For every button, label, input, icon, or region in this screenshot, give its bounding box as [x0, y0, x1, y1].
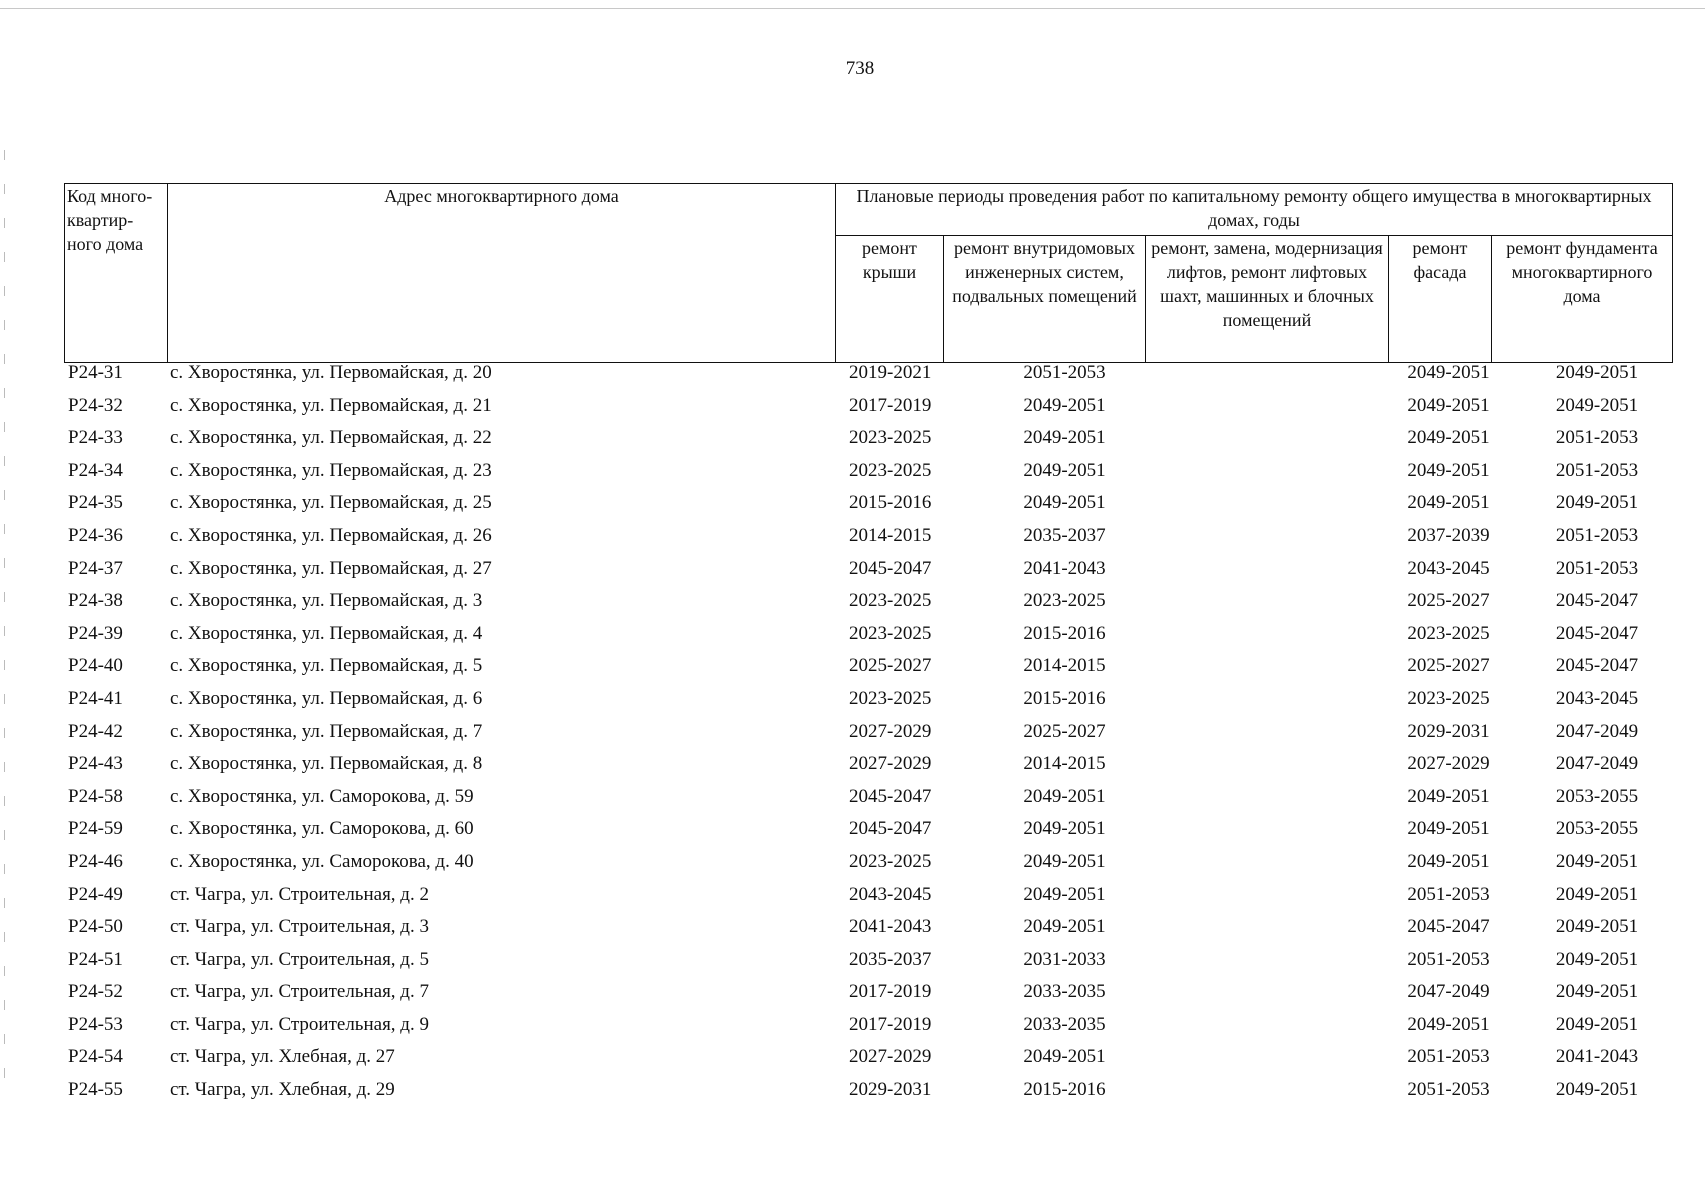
cell-facade: 2025-2027: [1407, 590, 1490, 612]
cell-facade: 2029-2031: [1407, 720, 1490, 742]
cell-code: P24-53: [68, 1013, 123, 1035]
cell-code: P24-41: [68, 687, 123, 709]
cell-code: P24-58: [68, 785, 123, 807]
cell-systems: 2049-2051: [1023, 818, 1106, 840]
cell-roof: 2041-2043: [849, 916, 932, 938]
cell-systems: 2015-2016: [1023, 687, 1106, 709]
cell-code: P24-50: [68, 916, 123, 938]
cell-systems: 2023-2025: [1023, 590, 1106, 612]
cell-code: P24-49: [68, 883, 123, 905]
cell-address: с. Хворостянка, ул. Первомайская, д. 27: [170, 557, 492, 579]
table-row: [64, 753, 1672, 786]
cell-facade: 2051-2053: [1407, 1079, 1490, 1101]
cell-code: P24-33: [68, 427, 123, 449]
cell-systems: 2049-2051: [1023, 850, 1106, 872]
cell-systems: 2014-2015: [1023, 753, 1106, 775]
cell-address: с. Хворостянка, ул. Саморокова, д. 40: [170, 850, 474, 872]
cell-roof: 2017-2019: [849, 1013, 932, 1035]
cell-address: с. Хворостянка, ул. Первомайская, д. 5: [170, 655, 483, 677]
cell-roof: 2035-2037: [849, 948, 932, 970]
cell-foundation: 2049-2051: [1555, 1013, 1639, 1035]
cell-foundation: 2049-2051: [1555, 948, 1639, 970]
cell-code: P24-51: [68, 948, 123, 970]
cell-foundation: 2049-2051: [1555, 362, 1639, 383]
cell-systems: 2041-2043: [1023, 557, 1106, 579]
table-row: [64, 786, 1672, 819]
cell-facade: 2045-2047: [1407, 916, 1490, 938]
cell-systems: 2031-2033: [1023, 948, 1106, 970]
cell-code: P24-34: [68, 459, 123, 481]
table-row: [64, 623, 1672, 656]
table-row: [64, 427, 1672, 460]
cell-address: с. Хворостянка, ул. Первомайская, д. 23: [170, 459, 492, 481]
cell-roof: 2023-2025: [849, 459, 932, 481]
table-row: [64, 688, 1672, 721]
cell-foundation: 2045-2047: [1555, 655, 1639, 677]
cell-foundation: 2047-2049: [1555, 753, 1639, 775]
cell-code: P24-37: [68, 557, 123, 579]
cell-facade: 2023-2025: [1407, 622, 1490, 644]
cell-systems: 2035-2037: [1023, 524, 1106, 546]
cell-foundation: 2049-2051: [1555, 981, 1639, 1003]
table-header: [64, 183, 1673, 363]
cell-address: с. Хворостянка, ул. Первомайская, д. 3: [170, 590, 483, 612]
cell-facade: 2051-2053: [1407, 948, 1490, 970]
cell-roof: 2017-2019: [849, 394, 932, 416]
cell-address: с. Хворостянка, ул. Первомайская, д. 26: [170, 524, 492, 546]
cell-facade: 2051-2053: [1407, 883, 1490, 905]
table-row: [64, 362, 1672, 395]
table-row: [64, 884, 1672, 917]
table-row: [64, 818, 1672, 851]
cell-systems: 2049-2051: [1023, 459, 1106, 481]
cell-facade: 2025-2027: [1407, 655, 1490, 677]
cell-facade: 2049-2051: [1407, 459, 1490, 481]
cell-code: P24-54: [68, 1046, 123, 1068]
cell-systems: 2049-2051: [1023, 883, 1106, 905]
cell-systems: 2014-2015: [1023, 655, 1106, 677]
cell-roof: 2017-2019: [849, 981, 932, 1003]
cell-facade: 2027-2029: [1407, 753, 1490, 775]
header-foundation: ремонт фундамента многоквартирного дома: [1492, 236, 1673, 363]
cell-systems: 2033-2035: [1023, 981, 1106, 1003]
table-row: [64, 395, 1672, 428]
cell-facade: 2049-2051: [1407, 394, 1490, 416]
cell-roof: 2029-2031: [849, 1079, 932, 1101]
cell-systems: 2049-2051: [1023, 785, 1106, 807]
cell-roof: 2019-2021: [849, 362, 932, 383]
cell-roof: 2023-2025: [849, 687, 932, 709]
table-row: [64, 981, 1672, 1014]
table-row: [64, 460, 1672, 493]
cell-facade: 2049-2051: [1407, 785, 1490, 807]
cell-systems: 2051-2053: [1023, 362, 1106, 383]
header-roof: ремонт крыши: [836, 236, 944, 363]
table-row: [64, 916, 1672, 949]
cell-roof: 2014-2015: [849, 524, 932, 546]
cell-foundation: 2051-2053: [1555, 459, 1639, 481]
header-lifts: ремонт, замена, модернизация лифтов, ремонт лифтовых шахт, машинных и блочных помещений: [1146, 236, 1389, 363]
cell-foundation: 2045-2047: [1555, 622, 1639, 644]
cell-code: P24-43: [68, 753, 123, 775]
cell-facade: 2049-2051: [1407, 1013, 1490, 1035]
cell-facade: 2051-2053: [1407, 1046, 1490, 1068]
cell-code: P24-55: [68, 1079, 123, 1101]
table-row: [64, 1046, 1672, 1079]
scan-left-margin-marks: [4, 150, 5, 1100]
cell-address: ст. Чагра, ул. Строительная, д. 7: [170, 981, 429, 1003]
table-row: [64, 558, 1672, 591]
table-row: [64, 655, 1672, 688]
cell-systems: 2033-2035: [1023, 1013, 1106, 1035]
cell-roof: 2023-2025: [849, 590, 932, 612]
cell-address: с. Хворостянка, ул. Саморокова, д. 60: [170, 818, 474, 840]
table-row: [64, 1014, 1672, 1047]
cell-facade: 2049-2051: [1407, 362, 1490, 383]
cell-address: ст. Чагра, ул. Строительная, д. 3: [170, 916, 429, 938]
cell-address: с. Хворостянка, ул. Первомайская, д. 21: [170, 394, 492, 416]
cell-address: с. Хворостянка, ул. Первомайская, д. 22: [170, 427, 492, 449]
cell-roof: 2027-2029: [849, 1046, 932, 1068]
cell-roof: 2025-2027: [849, 655, 932, 677]
cell-foundation: 2049-2051: [1555, 883, 1639, 905]
header-code: Код много-квартир-ного дома: [65, 184, 168, 363]
cell-address: с. Хворостянка, ул. Первомайская, д. 25: [170, 492, 492, 514]
cell-roof: 2027-2029: [849, 753, 932, 775]
cell-foundation: 2049-2051: [1555, 850, 1639, 872]
cell-facade: 2043-2045: [1407, 557, 1490, 579]
cell-systems: 2015-2016: [1023, 622, 1106, 644]
table-row: [64, 851, 1672, 884]
cell-facade: 2047-2049: [1407, 981, 1490, 1003]
header-facade: ремонт фасада: [1389, 236, 1492, 363]
cell-systems: 2049-2051: [1023, 492, 1106, 514]
cell-roof: 2045-2047: [849, 785, 932, 807]
cell-address: ст. Чагра, ул. Строительная, д. 2: [170, 883, 429, 905]
table-body: [64, 362, 1672, 1112]
cell-address: с. Хворостянка, ул. Саморокова, д. 59: [170, 785, 474, 807]
cell-foundation: 2045-2047: [1555, 590, 1639, 612]
cell-address: с. Хворостянка, ул. Первомайская, д. 8: [170, 753, 483, 775]
cell-foundation: 2053-2055: [1555, 818, 1639, 840]
cell-roof: 2023-2025: [849, 427, 932, 449]
cell-code: P24-40: [68, 655, 123, 677]
cell-systems: 2015-2016: [1023, 1079, 1106, 1101]
cell-code: P24-59: [68, 818, 123, 840]
cell-address: ст. Чагра, ул. Строительная, д. 9: [170, 1013, 429, 1035]
cell-code: P24-38: [68, 590, 123, 612]
cell-facade: 2049-2051: [1407, 818, 1490, 840]
cell-foundation: 2043-2045: [1555, 687, 1639, 709]
cell-roof: 2023-2025: [849, 622, 932, 644]
cell-foundation: 2053-2055: [1555, 785, 1639, 807]
cell-code: P24-31: [68, 362, 123, 383]
cell-systems: 2049-2051: [1023, 916, 1106, 938]
cell-roof: 2023-2025: [849, 850, 932, 872]
cell-foundation: 2041-2043: [1555, 1046, 1639, 1068]
cell-address: ст. Чагра, ул. Хлебная, д. 27: [170, 1046, 395, 1068]
cell-foundation: 2051-2053: [1555, 427, 1639, 449]
cell-address: с. Хворостянка, ул. Первомайская, д. 20: [170, 362, 492, 383]
cell-systems: 2049-2051: [1023, 394, 1106, 416]
cell-roof: 2045-2047: [849, 557, 932, 579]
header-address: Адрес многоквартирного дома: [168, 184, 836, 363]
cell-code: P24-46: [68, 850, 123, 872]
table-row: [64, 721, 1672, 754]
cell-code: P24-32: [68, 394, 123, 416]
cell-code: P24-52: [68, 981, 123, 1003]
cell-foundation: 2051-2053: [1555, 524, 1639, 546]
page-number: 738: [845, 58, 875, 79]
cell-foundation: 2049-2051: [1555, 394, 1639, 416]
cell-foundation: 2049-2051: [1555, 1079, 1639, 1101]
cell-foundation: 2049-2051: [1555, 916, 1639, 938]
header-planned-periods: Плановые периоды проведения работ по капитальному ремонту общего имущества в многоквартирных домах, годы: [836, 184, 1673, 236]
table-row: [64, 525, 1672, 558]
cell-address: ст. Чагра, ул. Строительная, д. 5: [170, 948, 429, 970]
cell-systems: 2049-2051: [1023, 1046, 1106, 1068]
cell-code: P24-35: [68, 492, 123, 514]
cell-roof: 2027-2029: [849, 720, 932, 742]
header-systems: ремонт внутридомовых инженерных систем, подвальных помещений: [944, 236, 1146, 363]
table-row: [64, 1079, 1672, 1112]
cell-foundation: 2051-2053: [1555, 557, 1639, 579]
cell-roof: 2043-2045: [849, 883, 932, 905]
cell-address: с. Хворостянка, ул. Первомайская, д. 4: [170, 622, 483, 644]
cell-systems: 2049-2051: [1023, 427, 1106, 449]
cell-facade: 2037-2039: [1407, 524, 1490, 546]
cell-address: с. Хворостянка, ул. Первомайская, д. 7: [170, 720, 483, 742]
cell-code: P24-39: [68, 622, 123, 644]
cell-code: P24-42: [68, 720, 123, 742]
scan-top-edge: [0, 8, 1705, 9]
cell-roof: 2015-2016: [849, 492, 932, 514]
cell-code: P24-36: [68, 524, 123, 546]
cell-foundation: 2047-2049: [1555, 720, 1639, 742]
table-row: [64, 590, 1672, 623]
cell-address: с. Хворостянка, ул. Первомайская, д. 6: [170, 687, 483, 709]
cell-foundation: 2049-2051: [1555, 492, 1639, 514]
table-row: [64, 949, 1672, 982]
cell-facade: 2049-2051: [1407, 850, 1490, 872]
cell-facade: 2049-2051: [1407, 492, 1490, 514]
cell-address: ст. Чагра, ул. Хлебная, д. 29: [170, 1079, 395, 1101]
cell-facade: 2049-2051: [1407, 427, 1490, 449]
cell-facade: 2023-2025: [1407, 687, 1490, 709]
cell-systems: 2025-2027: [1023, 720, 1106, 742]
cell-roof: 2045-2047: [849, 818, 932, 840]
table-row: [64, 492, 1672, 525]
